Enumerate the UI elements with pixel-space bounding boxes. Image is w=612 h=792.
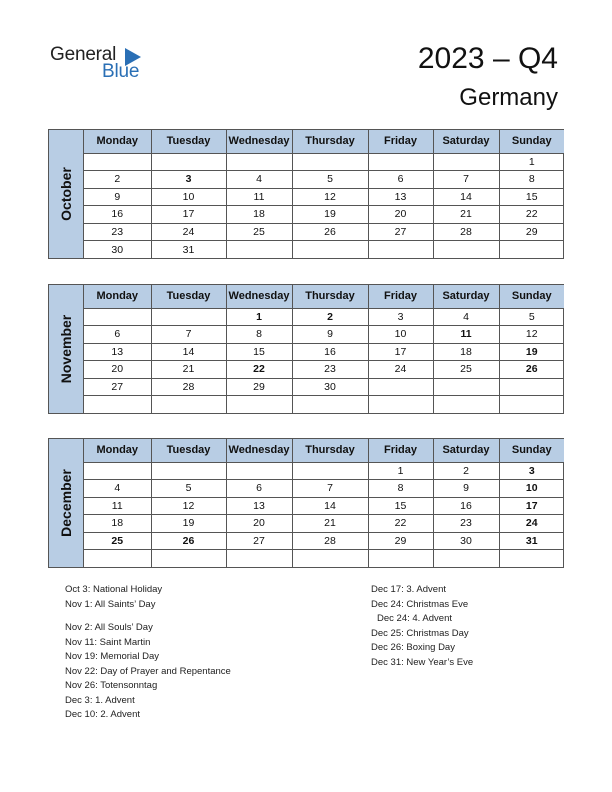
empty-day-cell	[292, 241, 368, 259]
day-cell: 5	[151, 480, 226, 498]
day-cell: 22	[226, 361, 292, 379]
generalblue-logo	[50, 44, 150, 84]
day-cell: 7	[433, 171, 499, 189]
holiday-note: Dec 26: Boxing Day	[371, 642, 455, 653]
day-cell: 1	[368, 462, 433, 480]
day-cell: 20	[368, 206, 433, 224]
day-cell: 29	[368, 532, 433, 550]
holiday-note: Dec 3: 1. Advent	[65, 694, 135, 706]
week-row	[84, 343, 564, 361]
day-cell: 10	[368, 326, 433, 344]
day-cell: 6	[368, 171, 433, 189]
empty-day-cell	[499, 550, 564, 568]
day-cell: 8	[368, 480, 433, 498]
empty-day-cell	[368, 550, 433, 568]
day-cell: 22	[499, 206, 564, 224]
weekday-header: Saturday	[433, 130, 499, 153]
day-cell: 19	[292, 206, 368, 224]
holiday-note: Dec 25: Christmas Day	[371, 627, 469, 639]
weekday-header: Wednesday	[226, 439, 292, 462]
weekday-header: Saturday	[433, 439, 499, 462]
week-row	[84, 223, 564, 241]
empty-day-cell	[84, 550, 151, 568]
day-cell: 22	[368, 515, 433, 533]
empty-day-cell	[84, 462, 151, 480]
day-cell: 9	[292, 326, 368, 344]
empty-day-cell	[226, 153, 292, 171]
empty-day-cell	[151, 462, 226, 480]
day-cell: 27	[84, 378, 151, 396]
week-row	[84, 515, 564, 533]
day-cell: 19	[151, 515, 226, 533]
day-cell: 5	[292, 171, 368, 189]
month-table	[84, 439, 564, 567]
holiday-note: Dec 10: 2. Advent	[65, 709, 140, 720]
empty-day-cell	[499, 396, 564, 414]
day-cell: 13	[84, 343, 151, 361]
empty-day-cell	[433, 153, 499, 171]
day-cell: 3	[499, 462, 564, 480]
day-cell: 25	[433, 361, 499, 379]
note-spacer	[65, 612, 231, 621]
day-cell: 25	[226, 223, 292, 241]
day-cell: 19	[499, 343, 564, 361]
day-cell: 16	[84, 206, 151, 224]
month-side-label	[49, 130, 84, 258]
month-name: December	[58, 469, 74, 537]
day-cell: 31	[151, 241, 226, 259]
day-cell: 23	[292, 361, 368, 379]
day-cell: 21	[433, 206, 499, 224]
week-row	[84, 550, 564, 568]
holiday-notes-right	[371, 583, 473, 670]
weekday-header: Tuesday	[151, 439, 226, 462]
holiday-note: Dec 24: Christmas Eve	[371, 598, 469, 610]
weekday-header: Wednesday	[226, 285, 292, 308]
empty-day-cell	[151, 308, 226, 326]
week-row	[84, 396, 564, 414]
month-table	[84, 130, 564, 258]
empty-day-cell	[368, 396, 433, 414]
day-cell: 28	[433, 223, 499, 241]
empty-day-cell	[84, 308, 151, 326]
day-cell: 26	[499, 361, 564, 379]
day-cell: 29	[226, 378, 292, 396]
logo-blue-text: Blue	[102, 61, 140, 82]
day-cell: 12	[151, 497, 226, 515]
day-cell: 12	[292, 188, 368, 206]
day-cell: 14	[433, 188, 499, 206]
month-table	[84, 285, 564, 413]
weekday-header: Monday	[84, 130, 151, 153]
day-cell: 2	[433, 462, 499, 480]
day-cell: 23	[433, 515, 499, 533]
empty-day-cell	[226, 550, 292, 568]
weekday-header: Monday	[84, 285, 151, 308]
empty-day-cell	[433, 378, 499, 396]
empty-day-cell	[433, 550, 499, 568]
week-row	[84, 206, 564, 224]
month-side-label	[49, 439, 84, 567]
day-cell: 24	[151, 223, 226, 241]
weekday-header: Saturday	[433, 285, 499, 308]
day-cell: 14	[151, 343, 226, 361]
empty-day-cell	[499, 378, 564, 396]
day-cell: 30	[433, 532, 499, 550]
day-cell: 2	[84, 171, 151, 189]
month-name: October	[58, 167, 74, 221]
day-cell: 17	[151, 206, 226, 224]
week-row	[84, 171, 564, 189]
day-cell: 14	[292, 497, 368, 515]
day-cell: 24	[368, 361, 433, 379]
day-cell: 13	[368, 188, 433, 206]
month-name: November	[58, 314, 74, 384]
month-side-label	[49, 285, 84, 413]
day-cell: 25	[84, 532, 151, 550]
empty-day-cell	[292, 153, 368, 171]
day-cell: 1	[226, 308, 292, 326]
day-cell: 29	[499, 223, 564, 241]
empty-day-cell	[292, 550, 368, 568]
day-cell: 11	[84, 497, 151, 515]
day-cell: 11	[226, 188, 292, 206]
day-cell: 20	[226, 515, 292, 533]
week-row	[84, 188, 564, 206]
day-cell: 18	[226, 206, 292, 224]
empty-day-cell	[292, 396, 368, 414]
empty-day-cell	[368, 241, 433, 259]
empty-day-cell	[433, 396, 499, 414]
week-row	[84, 153, 564, 171]
day-cell: 3	[151, 171, 226, 189]
empty-day-cell	[84, 153, 151, 171]
day-cell: 7	[292, 480, 368, 498]
holiday-note: Nov 1: All Saints’ Day	[65, 598, 156, 610]
day-cell: 30	[111, 243, 124, 256]
week-row	[84, 378, 564, 396]
day-cell: 28	[292, 532, 368, 550]
day-cell: 18	[84, 515, 151, 533]
holiday-note: Nov 22: Day of Prayer and Repentance	[65, 665, 231, 677]
weekday-header: Sunday	[499, 130, 564, 153]
weekday-header: Thursday	[292, 285, 368, 308]
day-cell: 28	[151, 378, 226, 396]
day-cell: 4	[226, 171, 292, 189]
day-cell: 17	[499, 497, 564, 515]
week-row	[84, 462, 564, 480]
day-cell: 12	[499, 326, 564, 344]
holiday-note: Dec 24: 4. Advent	[377, 613, 452, 624]
month-calendar-november	[48, 284, 564, 414]
empty-day-cell	[84, 396, 151, 414]
empty-day-cell	[368, 153, 433, 171]
day-cell: 15	[499, 188, 564, 206]
day-cell: 6	[84, 326, 151, 344]
day-cell: 20	[84, 361, 151, 379]
empty-day-cell	[151, 153, 226, 171]
holiday-note: Dec 17: 3. Advent	[371, 584, 446, 595]
day-cell: 26	[151, 532, 226, 550]
week-row	[84, 497, 564, 515]
day-cell: 27	[368, 223, 433, 241]
week-row	[84, 326, 564, 344]
month-calendar-december	[48, 438, 564, 568]
empty-day-cell	[499, 241, 564, 259]
day-cell: 21	[292, 515, 368, 533]
month-calendar-october	[48, 129, 564, 259]
empty-day-cell	[433, 241, 499, 259]
holiday-notes-left	[65, 583, 231, 723]
holiday-note: Nov 11: Saint Martin	[65, 636, 151, 648]
week-row	[84, 480, 564, 498]
weekday-header: Sunday	[499, 285, 564, 308]
day-cell: 31	[499, 532, 564, 550]
weekday-header: Wednesday	[226, 130, 292, 153]
holiday-note: Dec 31: New Year’s Eve	[371, 656, 474, 668]
day-cell: 16	[433, 497, 499, 515]
day-cell: 10	[151, 188, 226, 206]
country-subtitle: Germany	[459, 84, 558, 111]
day-cell: 9	[84, 188, 151, 206]
day-cell: 26	[292, 223, 368, 241]
empty-day-cell	[226, 241, 292, 259]
empty-day-cell	[368, 378, 433, 396]
day-cell: 4	[84, 480, 151, 498]
weekday-header: Tuesday	[151, 285, 226, 308]
day-cell: 24	[499, 515, 564, 533]
day-cell: 17	[368, 343, 433, 361]
week-row	[84, 361, 564, 379]
weekday-header: Friday	[368, 439, 433, 462]
weekday-header: Tuesday	[151, 130, 226, 153]
weekday-header-row	[84, 285, 564, 308]
day-cell: 3	[368, 308, 433, 326]
day-cell: 10	[499, 480, 564, 498]
day-cell: 2	[292, 308, 368, 326]
day-cell: 7	[151, 326, 226, 344]
day-cell: 9	[433, 480, 499, 498]
weekday-header: Sunday	[499, 439, 564, 462]
day-cell: 18	[433, 343, 499, 361]
empty-day-cell	[226, 462, 292, 480]
day-cell: 5	[499, 308, 564, 326]
day-cell: 23	[84, 223, 151, 241]
day-cell: 8	[499, 171, 564, 189]
day-cell: 16	[292, 343, 368, 361]
day-cell: 21	[151, 361, 226, 379]
day-cell: 8	[226, 326, 292, 344]
empty-day-cell	[151, 550, 226, 568]
weekday-header-row	[84, 130, 564, 153]
holiday-note: Nov 19: Memorial Day	[65, 651, 159, 662]
weekday-header: Monday	[84, 439, 151, 462]
weekday-header: Friday	[368, 285, 433, 308]
week-row	[84, 532, 564, 550]
empty-day-cell	[292, 462, 368, 480]
holiday-note: Nov 26: Totensonntag	[65, 680, 158, 691]
weekday-header: Thursday	[292, 130, 368, 153]
day-cell: 6	[226, 480, 292, 498]
day-cell: 13	[226, 497, 292, 515]
day-cell: 1	[499, 153, 564, 171]
day-cell: 4	[433, 308, 499, 326]
logo-general-text: General	[50, 44, 117, 65]
week-row	[84, 308, 564, 326]
holiday-note: Oct 3: National Holiday	[65, 584, 163, 595]
page-title: 2023 – Q4	[417, 42, 558, 75]
day-cell: 27	[226, 532, 292, 550]
day-cell: 30	[292, 378, 368, 396]
empty-day-cell	[226, 396, 292, 414]
holiday-note: Nov 2: All Souls’ Day	[65, 622, 153, 633]
day-cell: 15	[226, 343, 292, 361]
weekday-header: Thursday	[292, 439, 368, 462]
weekday-header-row	[84, 439, 564, 462]
day-cell: 15	[368, 497, 433, 515]
weekday-header: Friday	[368, 130, 433, 153]
week-row	[84, 241, 564, 259]
day-cell: 11	[433, 326, 499, 344]
empty-day-cell	[151, 396, 226, 414]
